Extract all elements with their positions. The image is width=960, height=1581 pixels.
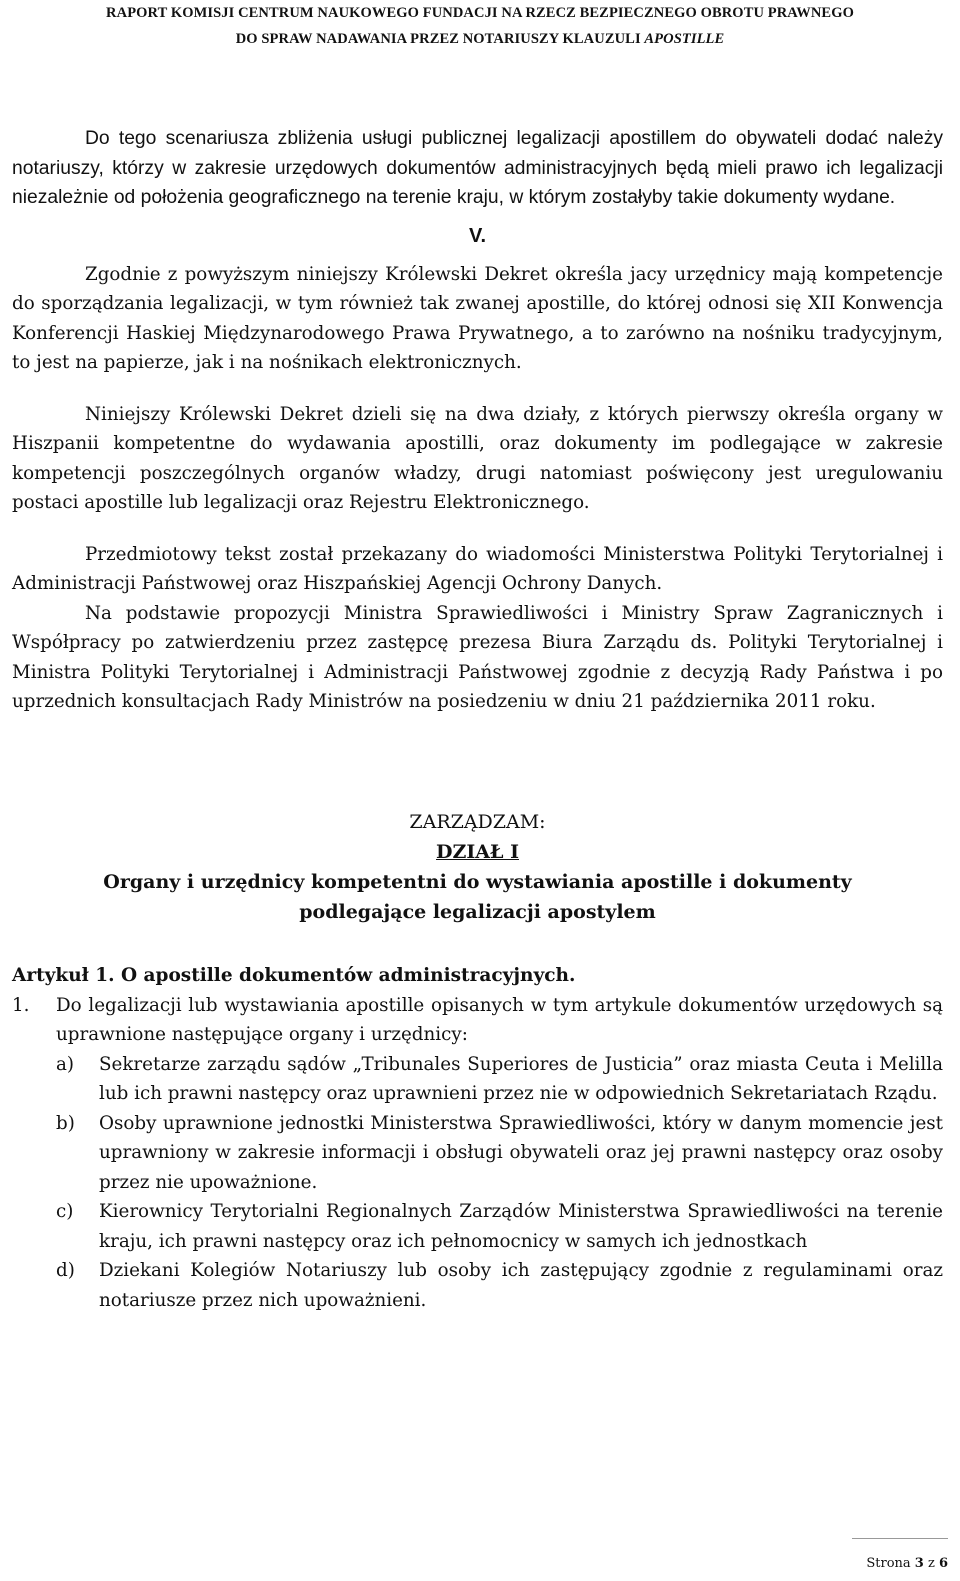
paragraph-3: Niniejszy Królewski Dekret dzieli się na dwa działy, z których pierwszy określa organy w Hiszpanii kompetentne do wydawania apostilli, oraz dokumenty im podlegające w zakresie kompetencji poszczególnych organów władzy, drugi natomiast poświęcony jest uregulowaniu postaci apostille lub legalizacji oraz Rejestru Elektronicznego.	[12, 403, 943, 513]
document-body	[12, 124, 943, 1315]
sub-item-text: Osoby uprawnione jednostki Ministerstwa Sprawiedliwości, który w danym momencie jest uprawniony w zakresie informacji i obsługi obywateli oraz jej prawni następcy oraz osoby przez nie upoważnione.	[99, 1112, 943, 1193]
dzial-title-line-2: podlegające legalizacji apostylem	[299, 900, 656, 923]
sub-item-text: Sekretarze zarządu sądów „Tribunales Superiores de Justicia” oraz miasta Ceuta i Melilla lub ich prawni następcy oraz uprawnieni przez nie w odpowiednich Sekretariatach Rządu.	[99, 1053, 943, 1104]
page-number: 3	[914, 1556, 924, 1571]
sub-item-label: d)	[56, 1260, 75, 1281]
sub-item-label: a)	[56, 1053, 75, 1075]
sub-item-text: Kierownicy Terytorialni Regionalnych Zarządów Ministerstwa Sprawiedliwości na terenie kraju, ich prawni następcy oraz ich pełnomocnicy w samych ich jednostkach	[99, 1201, 943, 1252]
dzial-heading: DZIAŁ I	[436, 840, 519, 863]
footer-rule	[852, 1538, 948, 1539]
paragraph-4: Przedmiotowy tekst został przekazany do wiadomości Ministerstwa Polityki Terytorialnej i Administracji Państwowej oraz Hiszpańskiej Agencji Ochrony Danych.	[12, 543, 943, 594]
article-heading: Artykuł 1. O apostille dokumentów administracyjnych.	[12, 964, 576, 986]
sub-item-label: b)	[56, 1112, 75, 1134]
sub-item-label: c)	[56, 1201, 74, 1222]
header-line-2	[0, 26, 960, 52]
dzial-title-line-1: Organy i urzędnicy kompetentni do wystawiania apostille i dokumenty	[103, 870, 852, 893]
page-total: 6	[938, 1556, 948, 1571]
header-line-2-main: DO SPRAW NADAWANIA PRZEZ NOTARIUSZY KLAUZULI	[235, 31, 645, 47]
sub-item-text: Dziekani Kolegiów Notariuszy lub osoby ich zastępujący zgodnie z regulaminami oraz notariusze przez nich upoważnieni.	[99, 1260, 943, 1311]
paragraph-2: Zgodnie z powyższym niniejszy Królewski Dekret określa jacy urzędnicy mają kompetencje do sporządzania legalizacji, w tym również tak zwanej apostille, do której odnosi się XII Konwencja Konferencji Haskiej Międzynarodowego Prawa Prywatnego, a to zarówno na nośniku tradycyjnym, to jest na papierze, jak i na nośnikach elektronicznych.	[12, 263, 943, 373]
sub-item-d	[56, 1256, 943, 1315]
item-number: 1.	[12, 994, 30, 1016]
sub-item-c	[56, 1197, 943, 1256]
footer-label: Strona	[866, 1556, 915, 1571]
header-line-1: RAPORT KOMISJI CENTRUM NAUKOWEGO FUNDACJI NA RZECZ BEZPIECZNEGO OBROTU PRAWNEGO	[106, 5, 854, 21]
spacer	[12, 518, 943, 540]
sub-item-a	[56, 1050, 943, 1109]
paragraph-5: Na podstawie propozycji Ministra Sprawiedliwości i Ministry Spraw Zagranicznych i Współpracy po zatwierdzeniu przez zastępcę prezesa Biura Zarządu ds. Polityki Terytorialnej i Ministra Polityki Terytorialnej i Administracji Państwowej zgodnie z decyzją Rady Państwa i po uprzednich konsultacjach Rady Ministrów na posiedzeniu w dniu 21 października 2011 roku.	[12, 602, 943, 712]
section-number: V.	[468, 224, 487, 247]
spacer	[12, 378, 943, 400]
header-line-2-italic: APOSTILLE	[644, 31, 725, 47]
page-footer	[866, 1556, 948, 1571]
spacer	[12, 717, 943, 807]
footer-of: z	[923, 1556, 939, 1571]
zarzadzam-heading: ZARZĄDZAM:	[409, 810, 546, 833]
page-header	[0, 0, 960, 52]
paragraph-1: Do tego scenariusza zbliżenia usługi publicznej legalizacji apostillem do obywateli dodać należy notariuszy, którzy w zakresie urzędowych dokumentów administracyjnych będą mieli prawo ich legalizacji niezależnie od położenia geograficznego na terenie kraju, w którym zostałyby takie dokumenty wydane.	[12, 128, 943, 208]
sub-item-b	[56, 1109, 943, 1198]
item-text: Do legalizacji lub wystawiania apostille opisanych w tym artykule dokumentów urzędowych są uprawnione następujące organy i urzędnicy:	[56, 994, 943, 1045]
list-item	[12, 991, 943, 1050]
